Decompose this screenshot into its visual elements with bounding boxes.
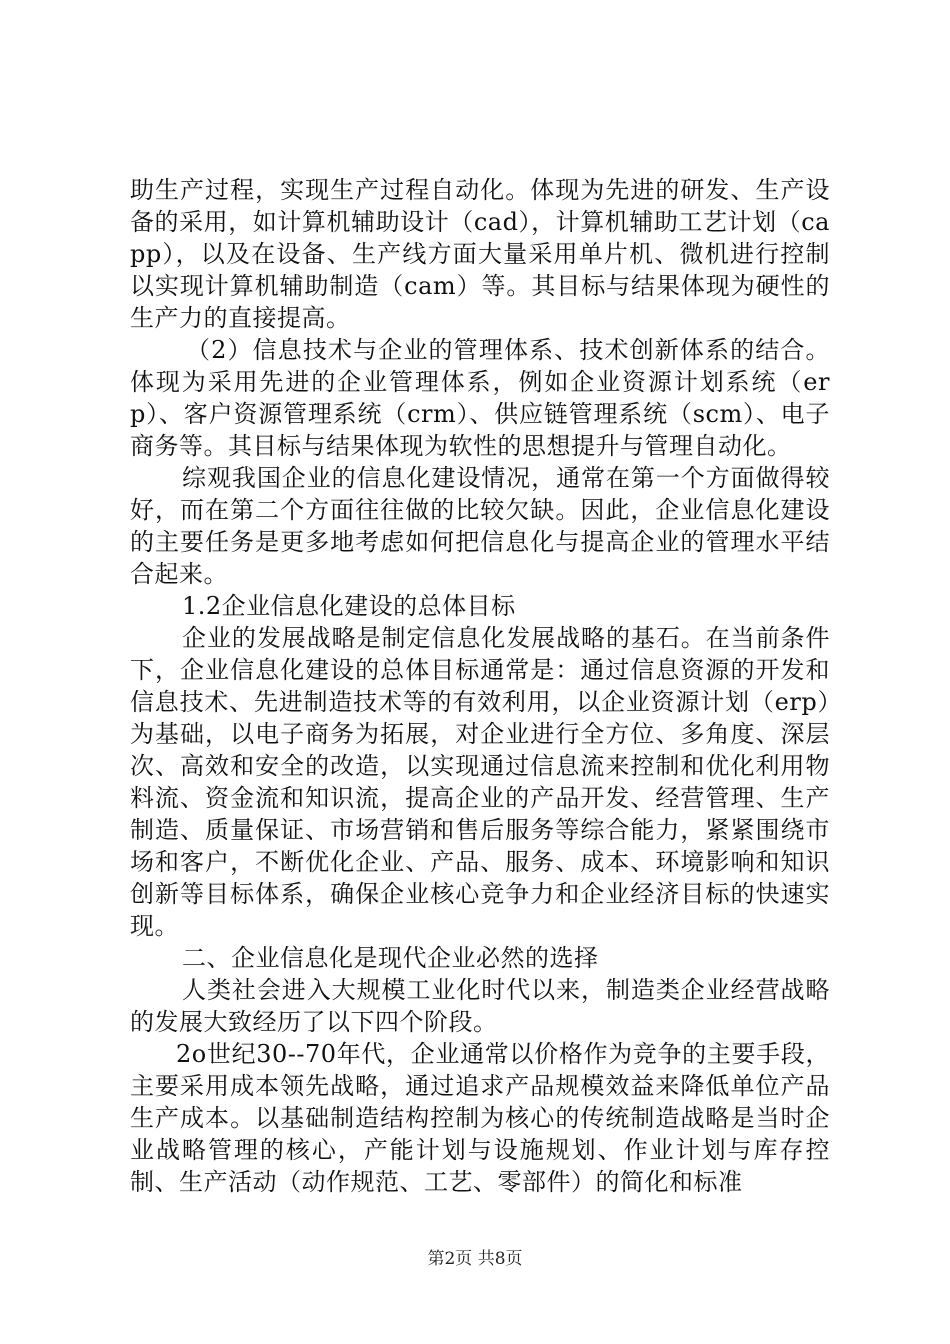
paragraph-cost-leadership: 2o世纪30--70年代，企业通常以价格作为竞争的主要手段，主要采用成本领先战略，通过追求产品规模效益来降低单位产品生产成本。以基础制造结构控制为核心的传统制造战略是当时企业战略管理的核心，产能计划与设施规划、作业计划与库存控制、生产活动（动作规范、工艺、零部件）的简化和标准 bbox=[130, 1040, 830, 1196]
page-footer: 第2页 共8页 bbox=[427, 1249, 523, 1269]
document-body bbox=[130, 174, 830, 1198]
paragraph-four-stages: 人类社会进入大规模工业化时代以来，制造类企业经营战略的发展大致经历了以下四个阶段。 bbox=[130, 976, 830, 1036]
paragraph-overall-goals: 企业的发展战略是制定信息化发展战略的基石。在当前条件下，企业信息化建设的总体目标通常是：通过信息资源的开发和信息技术、先进制造技术等的有效利用，以企业资源计划（erp）为基础，以电子商务为拓展，对企业进行全方位、多角度、深层次、高效和安全的改造，以实现通过信息流来控制和优化利用物料流、资金流和知识流，提高企业的产品开发、经营管理、生产制造、质量保证、市场营销和售后服务等综合能力，紧紧围绕市场和客户，不断优化企业、产品、服务、成本、环境影响和知识创新等目标体系，确保企业核心竞争力和企业经济目标的快速实现。 bbox=[130, 624, 830, 940]
section-heading-1-2: 1.2企业信息化建设的总体目标 bbox=[182, 592, 516, 620]
section-heading-2: 二、企业信息化是现代企业必然的选择 bbox=[182, 944, 599, 972]
paragraph-overview: 综观我国企业的信息化建设情况，通常在第一个方面做得较好，而在第二个方面往往做的比较欠缺。因此，企业信息化建设的主要任务是更多地考虑如何把信息化与提高企业的管理水平结合起来。 bbox=[130, 464, 830, 588]
paragraph-management-integration: （2）信息技术与企业的管理体系、技术创新体系的结合。体现为采用先进的企业管理体系，例如企业资源计划系统（erp）、客户资源管理系统（crm）、供应链管理系统（scm）、电子商务等。其目标与结果体现为软性的思想提升与管理自动化。 bbox=[130, 336, 830, 460]
paragraph-production-automation: 助生产过程，实现生产过程自动化。体现为先进的研发、生产设备的采用，如计算机辅助设计（cad），计算机辅助工艺计划（capp），以及在设备、生产线方面大量采用单片机、微机进行控制以实现计算机辅助制造（cam）等。其目标与结果体现为硬性的生产力的直接提高。 bbox=[130, 176, 830, 332]
